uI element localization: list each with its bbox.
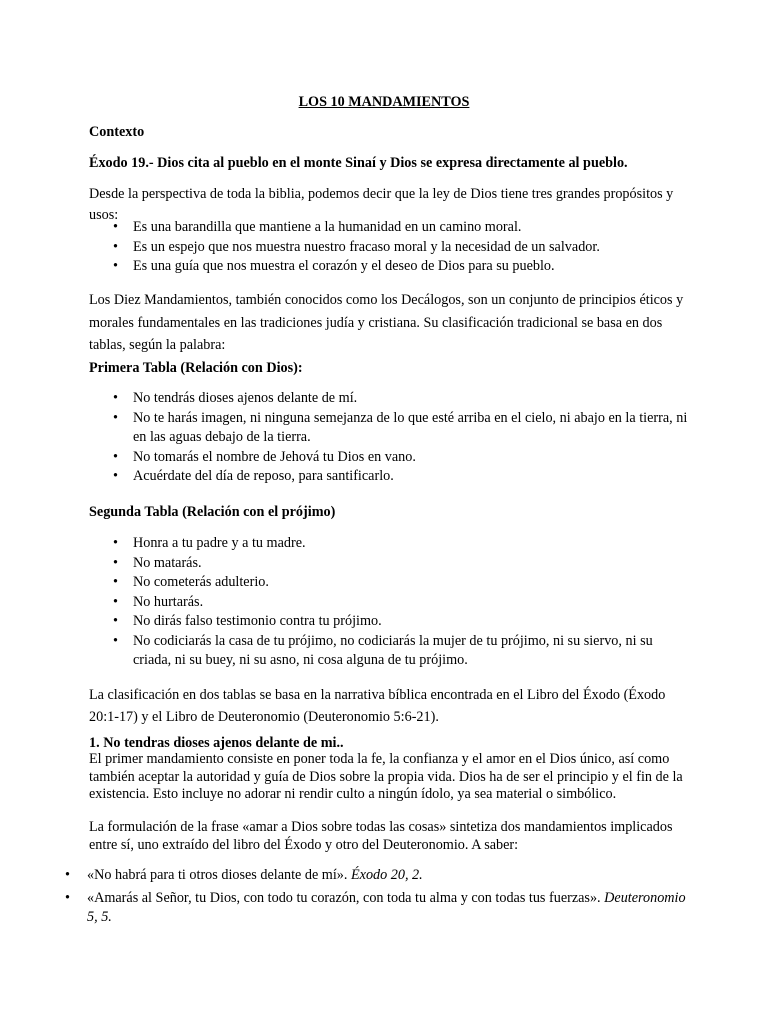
- list-item: • Es una barandilla que mantiene a la humanidad en un camino moral.: [133, 218, 688, 238]
- quote-reference: Éxodo 20, 2.: [350, 867, 423, 883]
- exodo-heading: Éxodo 19.- Dios cita al pueblo en el monte Sinaí y Dios se expresa directamente al pueblo.: [89, 155, 628, 171]
- intro-paragraph: Desde la perspectiva de toda la biblia, podemos decir que la ley de Dios tiene tres grandes propósitos y usos:: [89, 186, 674, 223]
- list-item: • Es un espejo que nos muestra nuestro fracaso moral y la necesidad de un salvador.: [133, 238, 688, 258]
- bullet-icon: •: [113, 258, 118, 274]
- list-item: • Honra a tu padre y a tu madre.: [133, 534, 688, 554]
- table2-heading: Segunda Tabla (Relación con el prójimo): [89, 504, 336, 520]
- quotes-list: [65, 866, 688, 927]
- bullet-icon: •: [113, 574, 118, 590]
- bullet-icon: •: [113, 238, 118, 255]
- quote-item: [65, 889, 688, 927]
- quote-item: [65, 866, 688, 885]
- quote-text: «No habrá para ti otros dioses delante de mí».: [87, 867, 351, 883]
- list-item: • No tendrás dioses ajenos delante de mí.: [133, 389, 688, 409]
- list-item: • Es una guía que nos muestra el corazón y el deseo de Dios para su pueblo.: [133, 257, 688, 277]
- list-item: • No matarás.: [133, 554, 688, 574]
- bullet-icon: •: [113, 409, 118, 426]
- list-item: • No hurtarás.: [133, 593, 688, 613]
- formulation-paragraph: La formulación de la frase «amar a Dios sobre todas las cosas» sintetiza dos mandamientos implicados entre sí, uno extraído del libro del Éxodo y otro del Deuteronomio. A saber:: [89, 819, 673, 853]
- bullet-icon: •: [113, 448, 118, 465]
- bullet-icon: •: [113, 593, 118, 610]
- list-item: • Acuérdate del día de reposo, para santificarlo.: [133, 467, 688, 487]
- list-item: • No codiciarás la casa de tu prójimo, no codiciarás la mujer de tu prójimo, ni su siervo, ni su criada, ni su buey, ni su asno, ni cosa alguna de tu prójimo.: [113, 632, 653, 668]
- quote-text: «Amarás al Señor, tu Dios, con todo tu corazón, con toda tu alma y con todas tus fuerzas».: [87, 890, 605, 906]
- bullet-icon: •: [113, 390, 118, 406]
- purposes-list: [113, 218, 688, 277]
- contexto-heading: Contexto: [89, 124, 145, 140]
- table2-list: [113, 534, 688, 671]
- bullet-icon: •: [113, 219, 118, 235]
- bullet-icon: •: [113, 535, 118, 551]
- list-item: • No cometerás adulterio.: [133, 573, 688, 593]
- decalogue-intro-paragraph: Los Diez Mandamientos, también conocidos como los Decálogos, son un conjunto de principios éticos y morales fundamentales en las tradiciones judía y cristiana. Su clasificación tradicional se basa en dos tablas, según la palabra:: [89, 292, 684, 353]
- list-item: • No te harás imagen, ni ninguna semejanza de lo que esté arriba en el cielo, ni abajo en la tierra, ni en las aguas debajo de la tierra.: [113, 409, 688, 445]
- quote-reference: Deuteronomio 5, 5.: [87, 890, 686, 925]
- bullet-icon: •: [113, 468, 118, 484]
- table1-list: [113, 389, 688, 487]
- bullet-icon: •: [65, 890, 70, 906]
- bullet-icon: •: [65, 867, 70, 883]
- classification-paragraph: La clasificación en dos tablas se basa en la narrativa bíblica encontrada en el Libro del Éxodo (Éxodo 20:1-17) y el Libro de Deuteronomio (Deuteronomio 5:6-21).: [89, 687, 666, 725]
- table1-heading: Primera Tabla (Relación con Dios):: [89, 360, 303, 376]
- list-item: • No dirás falso testimonio contra tu prójimo.: [133, 612, 688, 632]
- bullet-icon: •: [113, 613, 118, 629]
- section1-body: El primer mandamiento consiste en poner toda la fe, la confianza y el amor en el Dios único, así como también aceptar la autoridad y guía de Dios sobre la propia vida. Dios ha de ser el principio y el fin de la existencia. Esto incluye no adorar ni rendir culto a ningún ídolo, ya sea material o simbólico.: [89, 751, 683, 802]
- list-item: • No tomarás el nombre de Jehová tu Dios en vano.: [133, 448, 688, 468]
- bullet-icon: •: [113, 632, 118, 649]
- bullet-icon: •: [113, 554, 118, 571]
- page-title: LOS 10 MANDAMIENTOS: [298, 94, 470, 110]
- section1-heading: 1. No tendras dioses ajenos delante de mi..: [89, 735, 344, 751]
